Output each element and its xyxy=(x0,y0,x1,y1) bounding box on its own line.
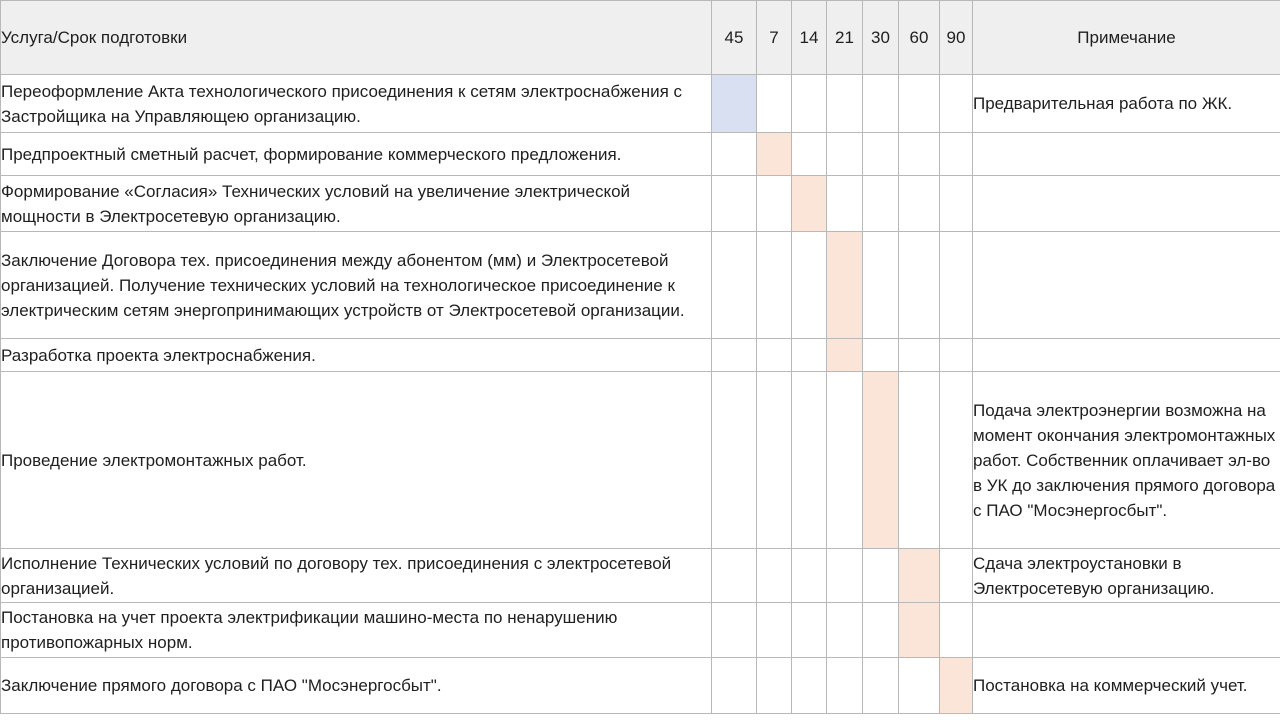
timeline-cell-21 xyxy=(827,549,863,603)
service-cell: Исполнение Технических условий по договору тех. присоединения с электросетевой организацией. xyxy=(1,549,712,603)
timeline-cell-90 xyxy=(940,603,973,658)
note-cell: Постановка на коммерческий учет. xyxy=(973,658,1280,714)
timeline-highlight-cell-14 xyxy=(792,176,827,232)
timeline-cell-45 xyxy=(712,133,757,176)
note-cell: Предварительная работа по ЖК. xyxy=(973,75,1280,133)
timeline-cell-45 xyxy=(712,232,757,339)
table-row xyxy=(1,133,1280,176)
timeline-highlight-cell-7 xyxy=(757,133,792,176)
service-cell: Предпроектный сметный расчет, формирование коммерческого предложения. xyxy=(1,133,712,176)
day-column-header-21: 21 xyxy=(827,1,863,75)
timeline-cell-45 xyxy=(712,176,757,232)
table-row xyxy=(1,339,1280,372)
timeline-cell-30 xyxy=(863,176,899,232)
timeline-cell-90 xyxy=(940,75,973,133)
timeline-cell-45 xyxy=(712,339,757,372)
timeline-highlight-cell-21 xyxy=(827,232,863,339)
timeline-cell-90 xyxy=(940,133,973,176)
timeline-cell-60 xyxy=(899,176,940,232)
timeline-cell-30 xyxy=(863,549,899,603)
timeline-cell-21 xyxy=(827,603,863,658)
note-cell: Подача электроэнергии возможна на момент окончания электромонтажных работ. Собственник оплачивает эл-во в УК до заключения прямого договора с ПАО "Мосэнергосбыт". xyxy=(973,372,1280,549)
timeline-cell-90 xyxy=(940,339,973,372)
timeline-cell-21 xyxy=(827,133,863,176)
timeline-cell-14 xyxy=(792,133,827,176)
timeline-cell-7 xyxy=(757,372,792,549)
timeline-cell-60 xyxy=(899,133,940,176)
timeline-cell-14 xyxy=(792,603,827,658)
timeline-cell-30 xyxy=(863,133,899,176)
note-cell xyxy=(973,133,1280,176)
note-cell xyxy=(973,339,1280,372)
day-column-header-45: 45 xyxy=(712,1,757,75)
table-row xyxy=(1,372,1280,549)
timeline-cell-14 xyxy=(792,549,827,603)
timeline-cell-7 xyxy=(757,549,792,603)
timeline-cell-14 xyxy=(792,372,827,549)
service-column-header: Услуга/Срок подготовки xyxy=(1,1,712,75)
timeline-cell-7 xyxy=(757,75,792,133)
timeline-cell-7 xyxy=(757,176,792,232)
timeline-highlight-cell-60 xyxy=(899,603,940,658)
service-cell: Заключение прямого договора с ПАО "Мосэнергосбыт". xyxy=(1,658,712,714)
note-cell: Сдача электроустановки в Электросетевую организацию. xyxy=(973,549,1280,603)
timeline-cell-45 xyxy=(712,603,757,658)
header-row xyxy=(1,1,1280,75)
timeline-cell-21 xyxy=(827,658,863,714)
timeline-cell-60 xyxy=(899,75,940,133)
timeline-cell-30 xyxy=(863,75,899,133)
day-column-header-30: 30 xyxy=(863,1,899,75)
timeline-cell-21 xyxy=(827,176,863,232)
timeline-cell-7 xyxy=(757,603,792,658)
timeline-cell-60 xyxy=(899,658,940,714)
timeline-highlight-cell-90 xyxy=(940,658,973,714)
timeline-highlight-cell-60 xyxy=(899,549,940,603)
service-cell: Проведение электромонтажных работ. xyxy=(1,372,712,549)
timeline-cell-90 xyxy=(940,549,973,603)
timeline-cell-30 xyxy=(863,658,899,714)
schedule-body xyxy=(1,75,1280,714)
timeline-highlight-cell-21 xyxy=(827,339,863,372)
timeline-cell-30 xyxy=(863,339,899,372)
timeline-cell-30 xyxy=(863,232,899,339)
table-row xyxy=(1,549,1280,603)
timeline-highlight-cell-45 xyxy=(712,75,757,133)
service-cell: Переоформление Акта технологического присоединения к сетям электроснабжения с Застройщика на Управляющею организацию. xyxy=(1,75,712,133)
service-cell: Разработка проекта электроснабжения. xyxy=(1,339,712,372)
table-row xyxy=(1,232,1280,339)
note-cell xyxy=(973,176,1280,232)
note-column-header: Примечание xyxy=(973,1,1280,75)
service-cell: Заключение Договора тех. присоединения между абонентом (мм) и Электросетевой организацией. Получение технических условий на технологическое присоединение к электрическим сетям энергопринимающих устройств от Электросетевой организации. xyxy=(1,232,712,339)
day-column-header-14: 14 xyxy=(792,1,827,75)
timeline-cell-21 xyxy=(827,372,863,549)
timeline-cell-60 xyxy=(899,232,940,339)
service-cell: Формирование «Согласия» Технических условий на увеличение электрической мощности в Электросетевую организацию. xyxy=(1,176,712,232)
timeline-cell-60 xyxy=(899,372,940,549)
day-column-header-90: 90 xyxy=(940,1,973,75)
table-row xyxy=(1,75,1280,133)
timeline-cell-14 xyxy=(792,232,827,339)
timeline-cell-7 xyxy=(757,658,792,714)
note-cell xyxy=(973,232,1280,339)
timeline-cell-45 xyxy=(712,549,757,603)
timeline-cell-90 xyxy=(940,232,973,339)
timeline-cell-90 xyxy=(940,372,973,549)
timeline-cell-45 xyxy=(712,372,757,549)
note-cell xyxy=(973,603,1280,658)
table-row xyxy=(1,603,1280,658)
timeline-cell-14 xyxy=(792,339,827,372)
timeline-cell-45 xyxy=(712,658,757,714)
table-row xyxy=(1,658,1280,714)
service-cell: Постановка на учет проекта электрификации машино-места по ненарушению противопожарных норм. xyxy=(1,603,712,658)
timeline-cell-30 xyxy=(863,603,899,658)
table-row xyxy=(1,176,1280,232)
timeline-cell-14 xyxy=(792,658,827,714)
timeline-cell-60 xyxy=(899,339,940,372)
timeline-cell-14 xyxy=(792,75,827,133)
timeline-highlight-cell-30 xyxy=(863,372,899,549)
timeline-cell-7 xyxy=(757,232,792,339)
timeline-cell-21 xyxy=(827,75,863,133)
day-column-header-60: 60 xyxy=(899,1,940,75)
day-column-header-7: 7 xyxy=(757,1,792,75)
timeline-cell-90 xyxy=(940,176,973,232)
timeline-cell-7 xyxy=(757,339,792,372)
